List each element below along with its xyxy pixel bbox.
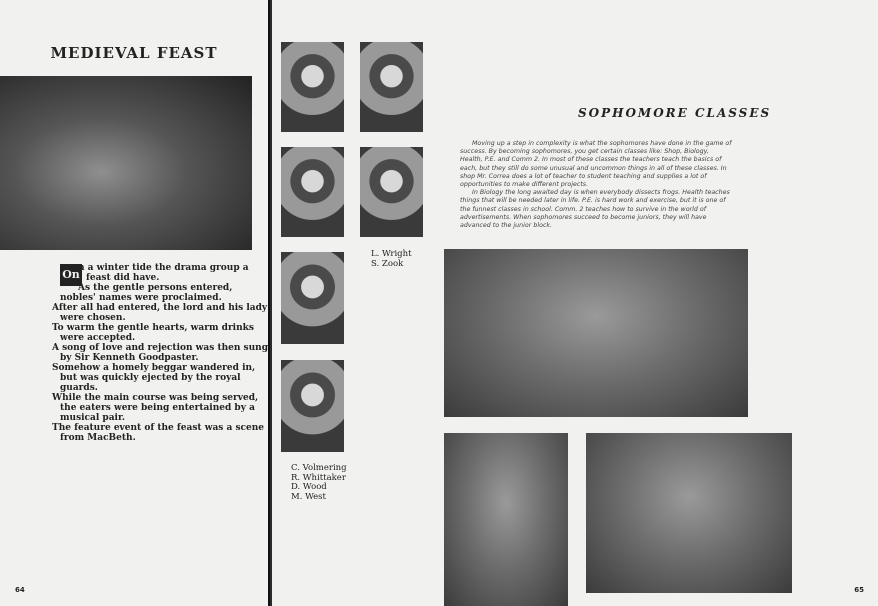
page-number-right: 65 <box>854 586 864 594</box>
portrait-2 <box>360 42 423 132</box>
feast-story-p4: To warm the gentle hearts, warm drinks were accepted. <box>52 323 254 343</box>
sophomore-story <box>460 140 732 230</box>
portrait-6 <box>281 360 344 452</box>
name-line: C. Volmering <box>291 463 347 473</box>
feast-story-p3: After all had entered, the lord and his lady were chosen. <box>52 303 268 323</box>
classroom-photo-student <box>444 433 568 606</box>
feast-photo <box>0 76 252 250</box>
feast-story-p5: A song of love and rejection was then sung by Sir Kenneth Goodpaster. <box>52 343 268 363</box>
portrait-1 <box>281 42 344 132</box>
drop-initial: On <box>60 264 82 286</box>
sophomore-classes-title: SOPHOMORE CLASSES <box>578 106 772 120</box>
feast-story-p7: While the main course was being served, the eaters were being entertained by a musical pair. <box>52 393 259 423</box>
feast-story-p1: On n a winter tide the drama group a feast did have. <box>52 263 268 283</box>
page-64 <box>0 0 270 606</box>
sophomore-story-p2: In Biology the long awaited day is when everybody dissects frogs. Health teaches things that will be needed later in life. P.E. is hard work and exercise, but it is one of the funnest classes in school. Comm. 2 teaches how to survive in the world of advertisements. When sophomores succeed to become juniors, they will have advanced to the junior block. <box>460 189 730 230</box>
medieval-feast-title: MEDIEVAL FEAST <box>50 44 218 62</box>
portrait-4 <box>360 147 423 237</box>
feast-story-p8: The feature event of the feast was a scene from MacBeth. <box>52 423 264 443</box>
sophomore-story-p1: Moving up a step in complexity is what the sophomores have done in the game of success. By becoming sophomores, you get certain classes like: Shop, Biology, Health, P.E. and Comm 2. In most of these classes the teachers teach the basics of each, but they still do some unusual and uncommon things in all of these classes. In shop Mr. Correa does a lot of teacher to student teaching and supplies a lot of opportunities to make different projects. <box>460 140 732 189</box>
name-line: R. Whittaker <box>291 472 346 483</box>
name-line: L. Wright <box>371 249 412 259</box>
name-line: D. Wood <box>291 482 327 492</box>
name-line: S. Zook <box>371 258 404 269</box>
page-number-left: 64 <box>15 586 25 594</box>
portrait-5 <box>281 252 344 344</box>
portrait-caption-left <box>291 464 347 502</box>
feast-story <box>52 263 268 443</box>
portrait-3 <box>281 147 344 237</box>
page-65 <box>272 0 878 606</box>
feast-story-p2: As the gentle persons entered, nobles' names were proclaimed. <box>60 283 233 303</box>
portrait-caption-right <box>371 250 412 269</box>
classroom-photo-large <box>444 249 748 417</box>
name-line: M. West <box>291 491 326 502</box>
feast-story-p6: Somehow a homely beggar wandered in, but was quickly ejected by the royal guards. <box>52 363 256 393</box>
classroom-photo-desks <box>586 433 792 593</box>
